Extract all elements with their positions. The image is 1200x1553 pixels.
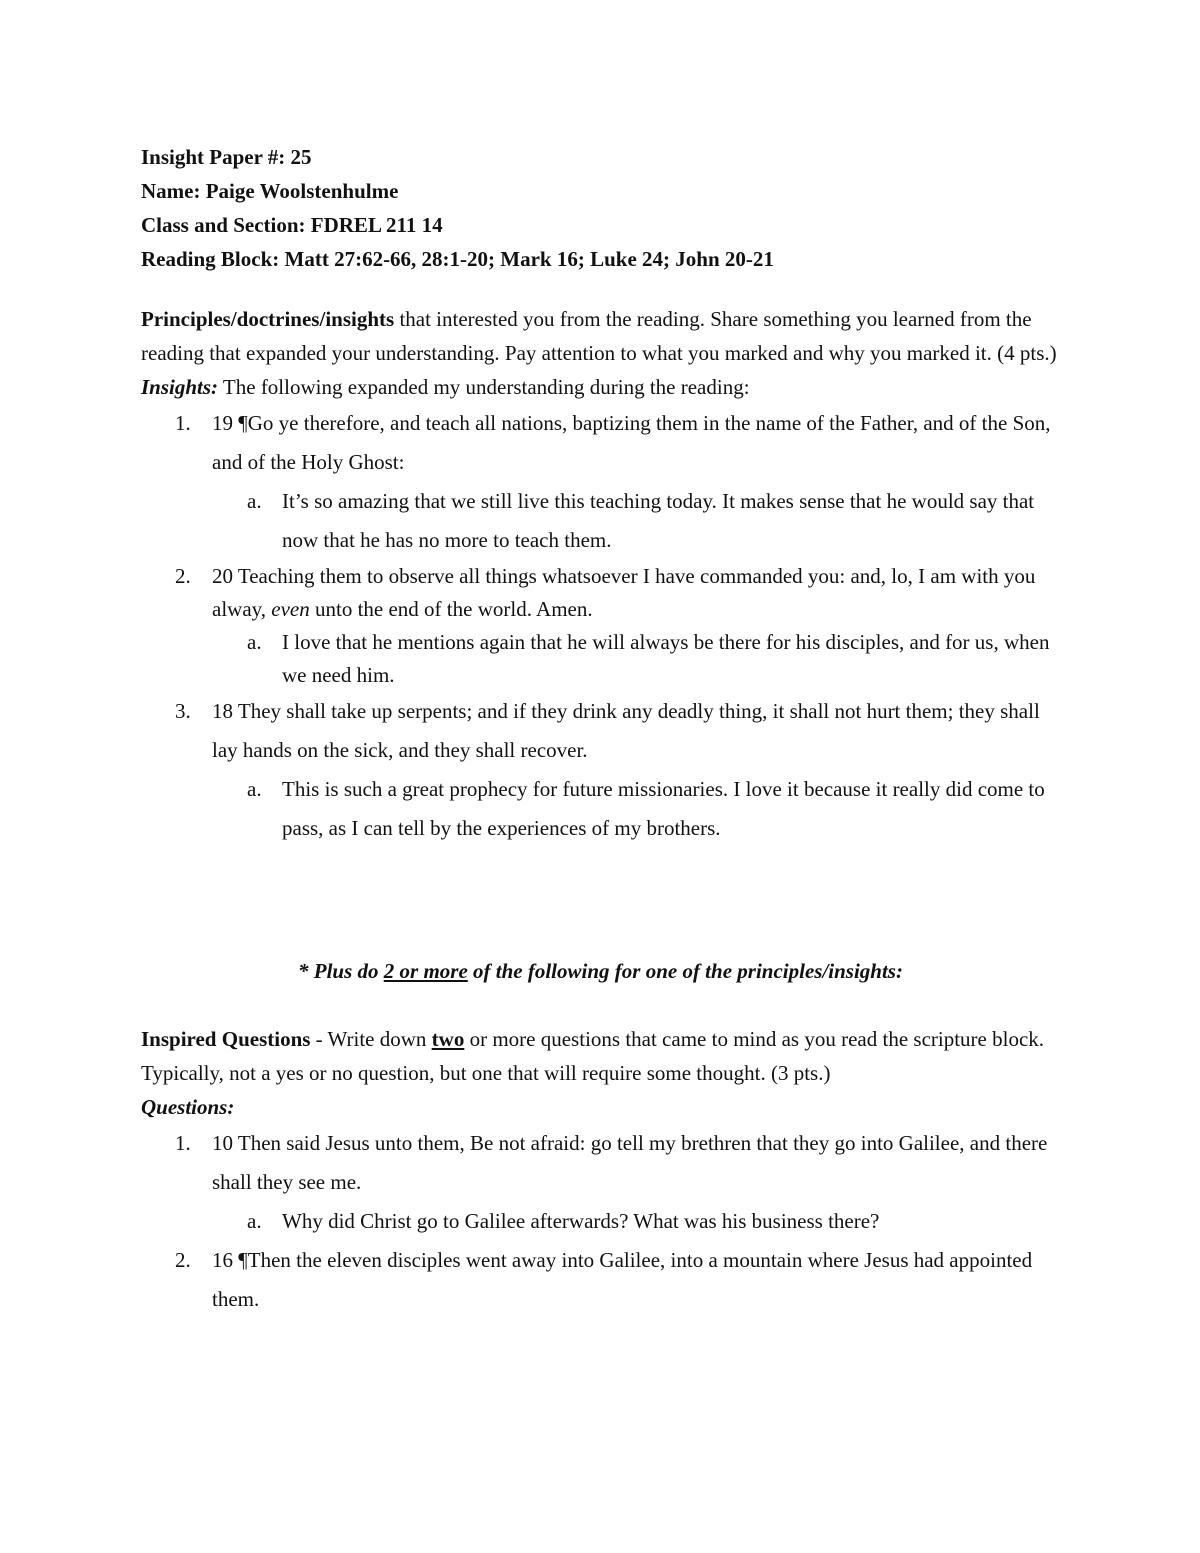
scripture-text: 16 ¶Then the eleven disciples went away into Galilee, into a mountain where Jesus had appointed them.	[212, 1248, 1033, 1311]
reading-block: Reading Block: Matt 27:62-66, 28:1-20; Mark 16; Luke 24; John 20-21	[141, 247, 774, 271]
sub-list	[212, 1202, 1060, 1241]
scripture-text: 10 Then said Jesus unto them, Be not afraid: go tell my brethren that they go into Galilee, and there shall they see me.	[212, 1131, 1048, 1194]
list-number: 3.	[175, 699, 191, 723]
list-number: 2.	[175, 1248, 191, 1272]
student-name: Name: Paige Woolstenhulme	[141, 179, 399, 203]
insight-comment: This is such a great prophecy for future missionaries. I love it because it really did come to pass, as I can tell by the experiences of my brothers.	[282, 777, 1045, 840]
principles-lead: Principles/doctrines/insights	[141, 307, 395, 331]
sub-list	[212, 626, 1060, 692]
inspired-lead: Inspired Questions	[141, 1027, 311, 1051]
questions-heading	[141, 1090, 1060, 1124]
plus-note	[141, 954, 1060, 988]
sub-list-letter: a.	[247, 489, 262, 513]
sub-list	[212, 770, 1060, 848]
list-item	[141, 404, 1060, 560]
sub-list-letter: a.	[247, 777, 262, 801]
sub-list-letter: a.	[247, 630, 262, 654]
list-number: 2.	[175, 564, 191, 588]
scripture-text-a: 20 Teaching them to observe all things whatsoever I have commanded you: and, lo, I am with you alway,	[212, 564, 1036, 621]
plus-note-underline: 2 or more	[383, 959, 468, 983]
sub-list-letter: a.	[247, 1209, 262, 1233]
insights-intro	[141, 370, 1060, 404]
list-item	[141, 1241, 1060, 1319]
principles-text: that interested you from the reading. Share something you learned from the reading that expanded your understanding. Pay attention to what you marked and why you marked it. (4 pts.)	[141, 307, 1057, 365]
paper-number: Insight Paper #: 25	[141, 145, 312, 169]
plus-note-a: * Plus do	[298, 959, 384, 983]
sub-list	[212, 482, 1060, 560]
scripture-text-b: unto the end of the world. Amen.	[309, 597, 593, 621]
sub-list-item	[212, 626, 1060, 692]
questions-label: Questions:	[141, 1095, 235, 1119]
inspired-text-b: or more questions that came to mind as you read the scripture block. Typically, not a yes or no question, but one that will require some thought. (3 pts.)	[141, 1027, 1045, 1085]
insights-label: Insights:	[141, 375, 219, 399]
insight-comment: It’s so amazing that we still live this teaching today. It makes sense that he would say that now that he has no more to teach them.	[282, 489, 1035, 552]
insights-intro-text: The following expanded my understanding during the reading:	[218, 375, 750, 399]
inspired-text-a: - Write down	[310, 1027, 432, 1051]
list-number: 1.	[175, 411, 191, 435]
sub-list-item	[212, 1202, 1060, 1241]
insight-comment: I love that he mentions again that he will always be there for his disciples, and for us, when we need him.	[282, 630, 1050, 687]
list-item	[141, 560, 1060, 692]
scripture-text: 19 ¶Go ye therefore, and teach all nations, baptizing them in the name of the Father, and of the Son, and of the Holy Ghost:	[212, 411, 1051, 474]
plus-note-b: of the following for one of the principles/insights:	[467, 959, 903, 983]
principles-prompt	[141, 302, 1060, 370]
scripture-text: 18 They shall take up serpents; and if they drink any deadly thing, it shall not hurt them; they shall lay hands on the sick, and they shall recover.	[212, 699, 1040, 762]
inspired-prompt	[141, 1022, 1060, 1090]
list-item	[141, 1124, 1060, 1241]
sub-list-item	[212, 482, 1060, 560]
list-item	[141, 692, 1060, 848]
questions-list	[141, 1124, 1060, 1319]
list-number: 1.	[175, 1131, 191, 1155]
sub-list-item	[212, 770, 1060, 848]
question-text: Why did Christ go to Galilee afterwards? What was his business there?	[282, 1209, 880, 1233]
inspired-two: two	[431, 1027, 465, 1051]
insights-list	[141, 404, 1060, 848]
class-section: Class and Section: FDREL 211 14	[141, 213, 443, 237]
scripture-text-emphasis: even	[271, 597, 310, 621]
